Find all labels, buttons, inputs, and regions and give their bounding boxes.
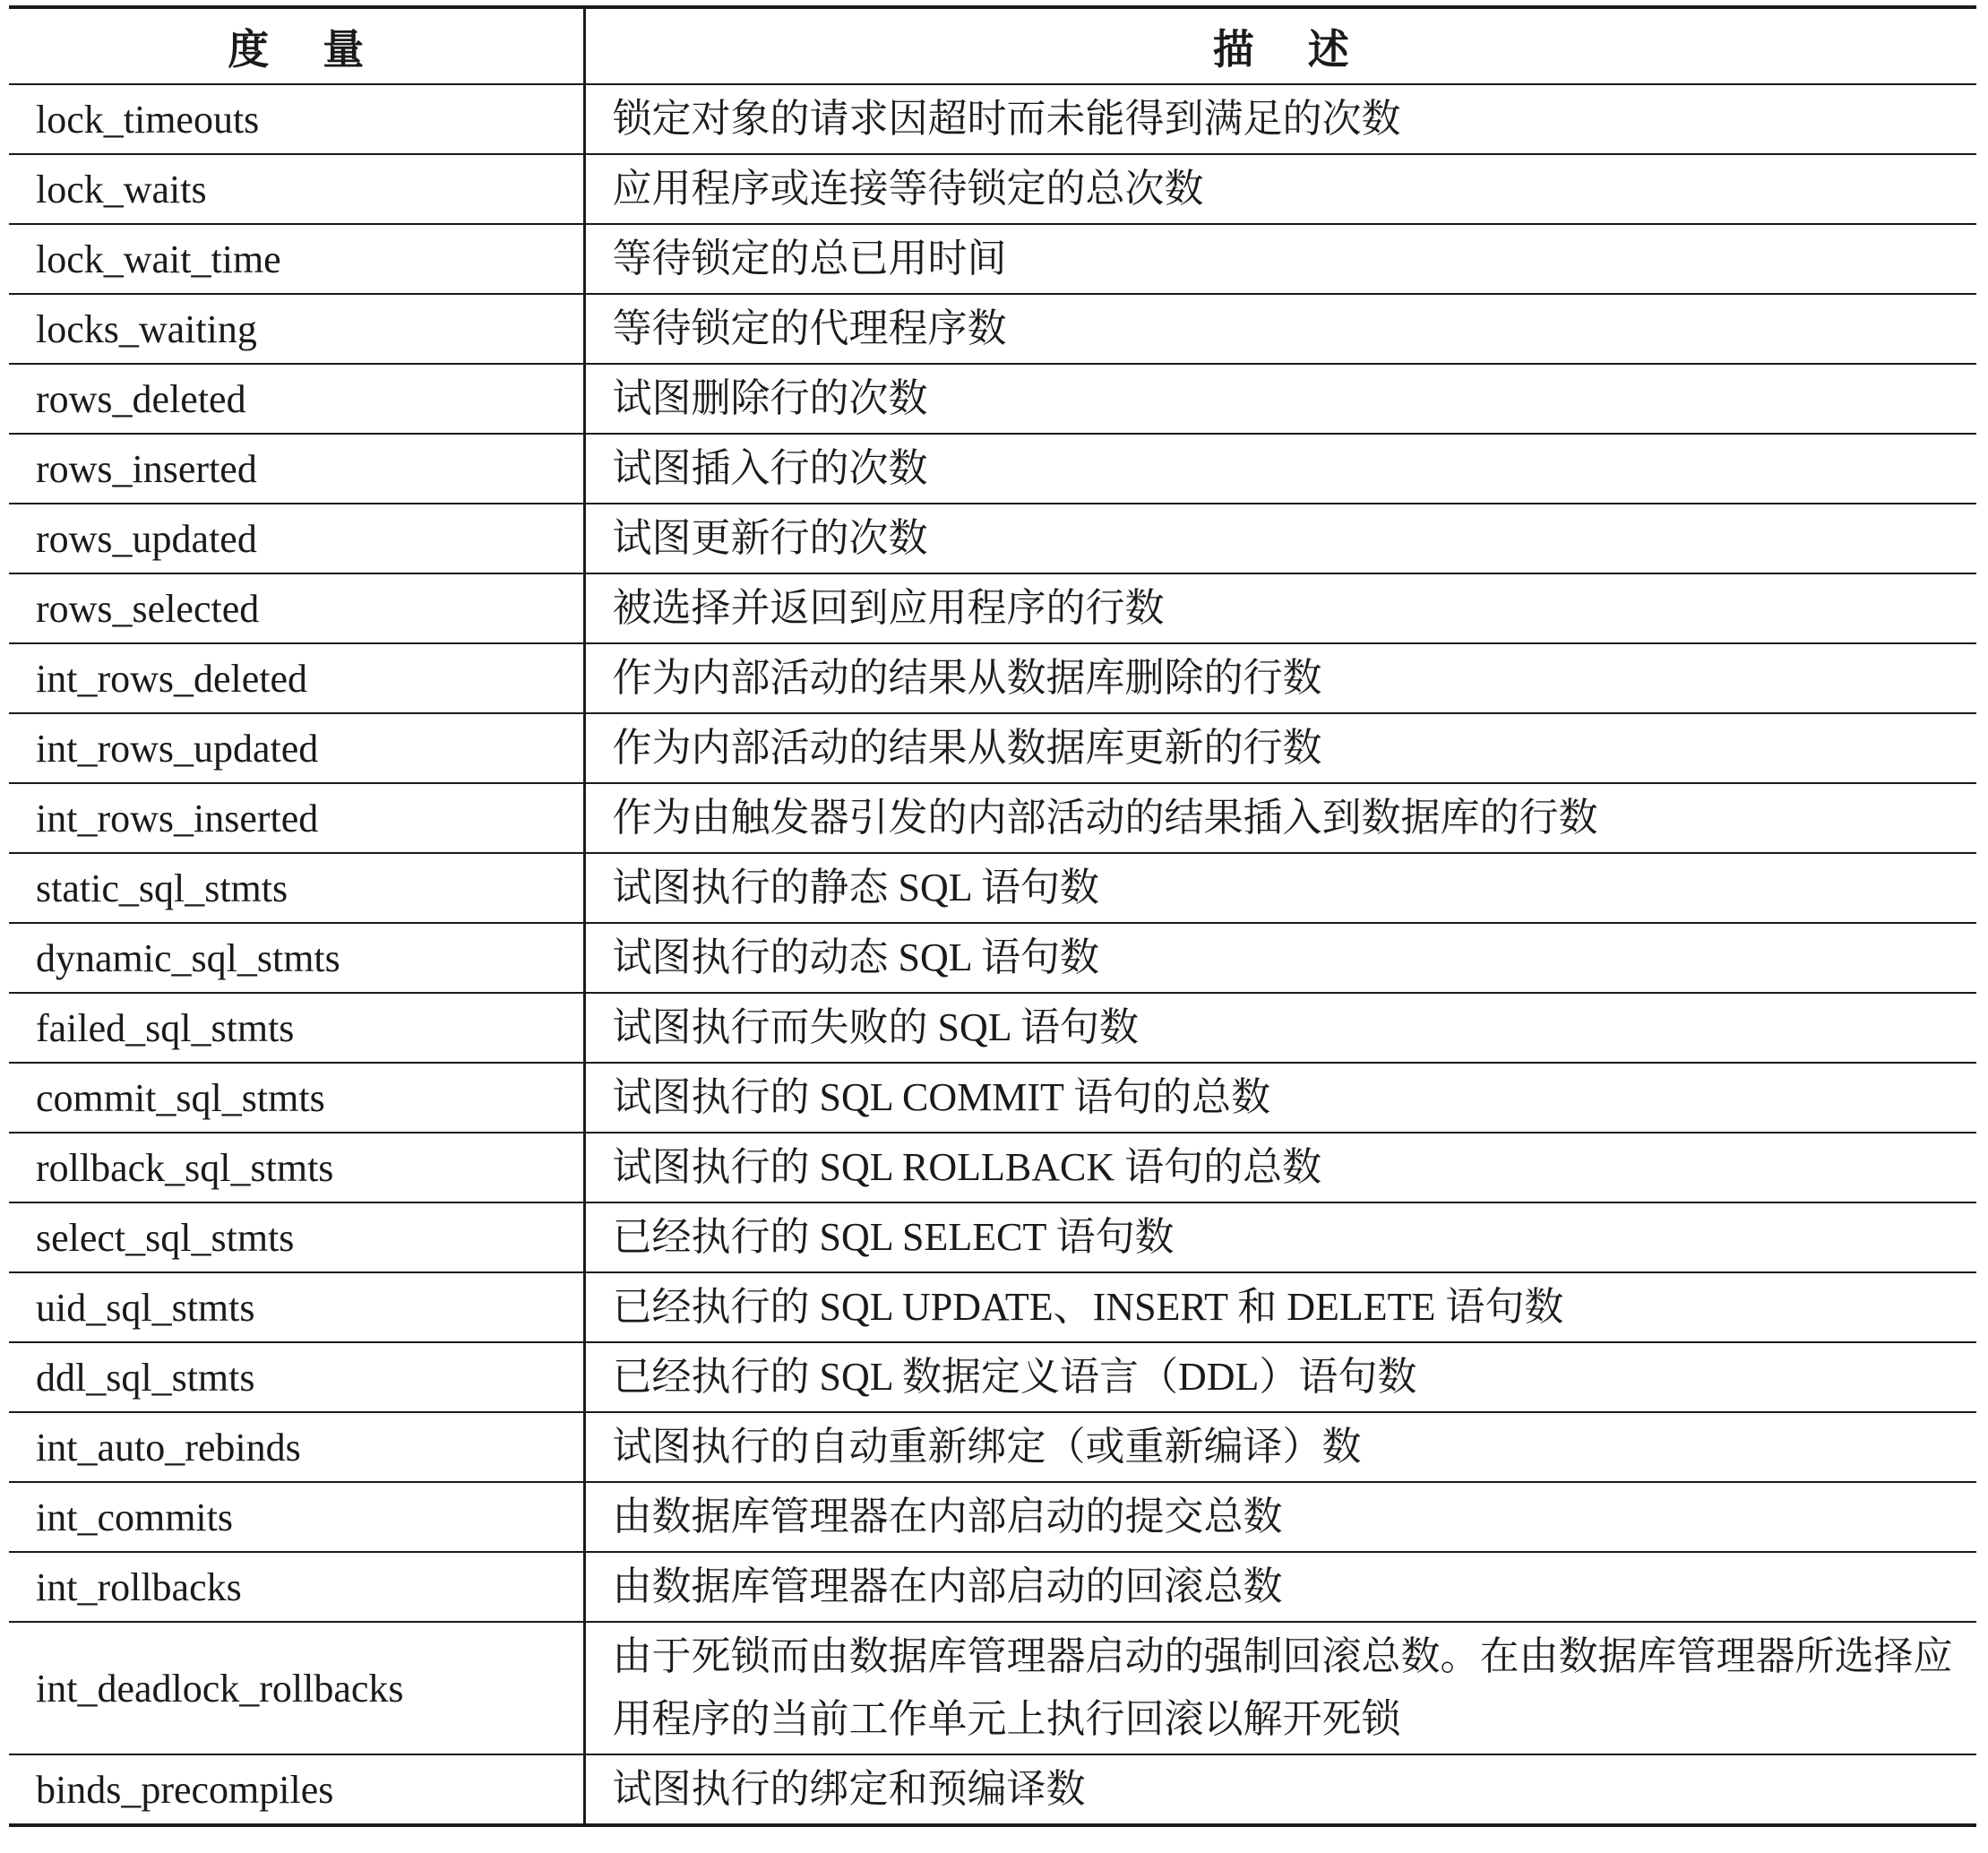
metric-description-cell: 等待锁定的代理程序数 bbox=[584, 294, 1976, 364]
metric-name-cell: int_auto_rebinds bbox=[9, 1412, 584, 1482]
metric-description-cell: 由数据库管理器在内部启动的回滚总数 bbox=[584, 1552, 1976, 1622]
table-row bbox=[9, 853, 1976, 923]
table-row bbox=[9, 1063, 1976, 1133]
metric-name-cell: int_rollbacks bbox=[9, 1552, 584, 1622]
metric-name-cell: rows_deleted bbox=[9, 364, 584, 434]
metric-description-cell: 已经执行的 SQL 数据定义语言（DDL）语句数 bbox=[584, 1342, 1976, 1412]
header-metric: 度量 bbox=[9, 7, 584, 84]
metric-description-cell: 试图执行的 SQL ROLLBACK 语句的总数 bbox=[584, 1133, 1976, 1202]
table-row bbox=[9, 1202, 1976, 1272]
table-row bbox=[9, 643, 1976, 713]
table-row bbox=[9, 1412, 1976, 1482]
table-row bbox=[9, 1482, 1976, 1552]
table-row bbox=[9, 154, 1976, 224]
table-row bbox=[9, 84, 1976, 154]
metric-name-cell: lock_wait_time bbox=[9, 224, 584, 294]
metric-description-cell: 锁定对象的请求因超时而未能得到满足的次数 bbox=[584, 84, 1976, 154]
metric-description-cell: 被选择并返回到应用程序的行数 bbox=[584, 573, 1976, 643]
metric-description-cell: 由于死锁而由数据库管理器启动的强制回滚总数。在由数据库管理器所选择应用程序的当前工作单元上执行回滚以解开死锁 bbox=[584, 1622, 1976, 1754]
metric-description-cell: 试图执行的 SQL COMMIT 语句的总数 bbox=[584, 1063, 1976, 1133]
metric-name-cell: rollback_sql_stmts bbox=[9, 1133, 584, 1202]
table-row bbox=[9, 1552, 1976, 1622]
table-row bbox=[9, 1133, 1976, 1202]
metrics-table-page bbox=[9, 5, 1976, 1842]
table-row bbox=[9, 1754, 1976, 1825]
metric-description-cell: 试图插入行的次数 bbox=[584, 434, 1976, 504]
metric-name-cell: int_rows_updated bbox=[9, 713, 584, 783]
metric-name-cell: rows_selected bbox=[9, 573, 584, 643]
metric-description-cell: 等待锁定的总已用时间 bbox=[584, 224, 1976, 294]
metric-description-cell: 试图执行的绑定和预编译数 bbox=[584, 1754, 1976, 1825]
metric-name-cell: int_rows_inserted bbox=[9, 783, 584, 853]
metric-name-cell: lock_timeouts bbox=[9, 84, 584, 154]
metric-name-cell: lock_waits bbox=[9, 154, 584, 224]
table-row bbox=[9, 294, 1976, 364]
table-row bbox=[9, 1622, 1976, 1754]
metric-name-cell: int_deadlock_rollbacks bbox=[9, 1622, 584, 1754]
metric-name-cell: rows_updated bbox=[9, 504, 584, 573]
metric-name-cell: ddl_sql_stmts bbox=[9, 1342, 584, 1412]
metric-name-cell: uid_sql_stmts bbox=[9, 1272, 584, 1342]
table-row bbox=[9, 993, 1976, 1063]
metric-name-cell: failed_sql_stmts bbox=[9, 993, 584, 1063]
metric-description-cell: 试图执行的自动重新绑定（或重新编译）数 bbox=[584, 1412, 1976, 1482]
metric-description-cell: 由数据库管理器在内部启动的提交总数 bbox=[584, 1482, 1976, 1552]
metric-name-cell: locks_waiting bbox=[9, 294, 584, 364]
table-row bbox=[9, 573, 1976, 643]
metric-description-cell: 已经执行的 SQL UPDATE、INSERT 和 DELETE 语句数 bbox=[584, 1272, 1976, 1342]
metric-description-cell: 已经执行的 SQL SELECT 语句数 bbox=[584, 1202, 1976, 1272]
table-header-row bbox=[9, 7, 1976, 84]
table-row bbox=[9, 713, 1976, 783]
metric-name-cell: select_sql_stmts bbox=[9, 1202, 584, 1272]
metric-description-cell: 试图执行的动态 SQL 语句数 bbox=[584, 923, 1976, 993]
table-row bbox=[9, 224, 1976, 294]
metric-name-cell: int_rows_deleted bbox=[9, 643, 584, 713]
table-row bbox=[9, 364, 1976, 434]
metric-description-cell: 试图执行而失败的 SQL 语句数 bbox=[584, 993, 1976, 1063]
metric-name-cell: dynamic_sql_stmts bbox=[9, 923, 584, 993]
metric-name-cell: commit_sql_stmts bbox=[9, 1063, 584, 1133]
metrics-table bbox=[9, 5, 1976, 1827]
table-row bbox=[9, 504, 1976, 573]
header-description: 描述 bbox=[584, 7, 1976, 84]
metric-description-cell: 作为由触发器引发的内部活动的结果插入到数据库的行数 bbox=[584, 783, 1976, 853]
metric-description-cell: 应用程序或连接等待锁定的总次数 bbox=[584, 154, 1976, 224]
table-row bbox=[9, 1272, 1976, 1342]
table-row bbox=[9, 1342, 1976, 1412]
metric-name-cell: rows_inserted bbox=[9, 434, 584, 504]
metric-description-cell: 作为内部活动的结果从数据库删除的行数 bbox=[584, 643, 1976, 713]
table-row bbox=[9, 923, 1976, 993]
table-row bbox=[9, 783, 1976, 853]
metric-name-cell: int_commits bbox=[9, 1482, 584, 1552]
metric-description-cell: 试图删除行的次数 bbox=[584, 364, 1976, 434]
table-row bbox=[9, 434, 1976, 504]
metric-name-cell: binds_precompiles bbox=[9, 1754, 584, 1825]
table-body bbox=[9, 84, 1976, 1825]
metric-description-cell: 试图更新行的次数 bbox=[584, 504, 1976, 573]
metric-name-cell: static_sql_stmts bbox=[9, 853, 584, 923]
metric-description-cell: 试图执行的静态 SQL 语句数 bbox=[584, 853, 1976, 923]
metric-description-cell: 作为内部活动的结果从数据库更新的行数 bbox=[584, 713, 1976, 783]
